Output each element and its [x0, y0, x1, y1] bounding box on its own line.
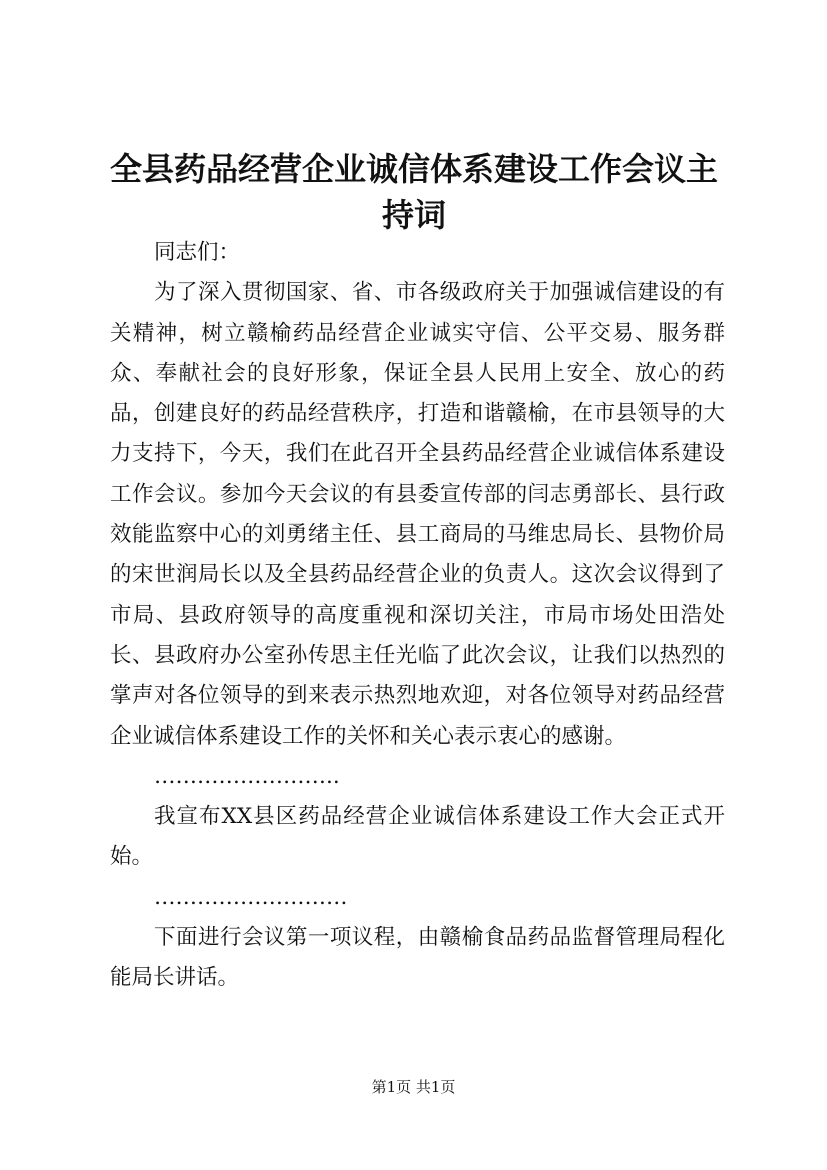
paragraph-announcement: 我宣布XX县区药品经营企业诚信体系建设工作大会正式开始。 [110, 804, 725, 870]
greeting: 同志们： [154, 240, 241, 265]
paragraph-agenda: 下面进行会议第一项议程，由赣榆食品药品监督管理局程化能局长讲话。 [110, 925, 725, 991]
paragraph-intro: 为了深入贯彻国家、省、市各级政府关于加强诚信建设的有关精神，树立赣榆药品经营企业诚实守信、公平交易、服务群众、奉献社会的良好形象，保证全县人民用上安全、放心的药品，创建良好的药品经营秩序，打造和谐赣榆，在市县领导的大力支持下，今天，我们在此召开全县药品经营企业诚信体系建设工作会议。参加今天会议的有县委宣传部的闫志勇部长、县行政效能监察中心的刘勇绪主任、县工商局的马维忠局长、县物价局的宋世润局长以及全县药品经营企业的负责人。这次会议得到了市局、县政府领导的高度重视和深切关注，市局市场处田浩处长、县政府办公室孙传思主任光临了此次会议，让我们以热烈的掌声对各位领导的到来表示热烈地欢迎，对各位领导对药品经营企业诚信体系建设工作的关怀和关心表示衷心的感谢。 [110, 280, 725, 749]
document-title: 全县药品经营企业诚信体系建设工作会议主持词 [109, 150, 718, 234]
ellipsis-separator: …………………….. [154, 763, 340, 789]
page-footer: 第1页 共1页 [371, 1078, 456, 1096]
ellipsis-separator: ……………………… [154, 884, 348, 910]
document-body [110, 233, 725, 999]
